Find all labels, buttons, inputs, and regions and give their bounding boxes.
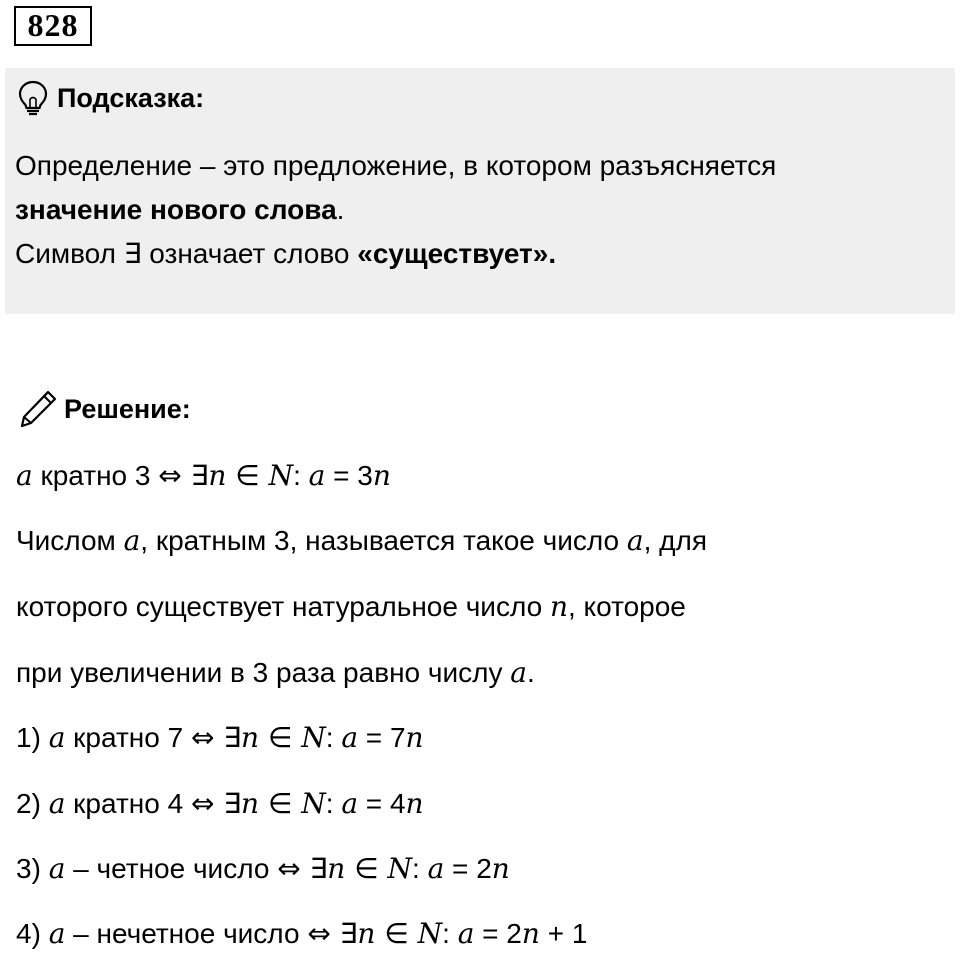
problem-number: 828 [14,6,92,46]
hint-line-3 [15,232,945,276]
answer-item-2 [16,784,946,824]
hint-line-1: Определение – это предложение, в котором разъясняется [15,150,777,181]
text: . [526,657,535,688]
set-N: N [387,852,413,885]
colon: : [412,853,428,884]
var-n: n [405,721,424,754]
element-of-symbol: ∈ [259,787,302,820]
answer-item-4 [16,914,946,954]
explanation-line-1 [16,521,946,561]
set-N: N [268,459,294,492]
hint-bold-word: «существует». [357,238,557,269]
hint-heading [17,80,204,116]
var-a: a [457,917,475,950]
hint-line-2 [15,188,945,232]
equals-part: = 2 [474,918,522,949]
item-number: 1) [16,722,49,753]
var-a: a [48,787,66,820]
explanation-line-3 [16,653,946,693]
var-a: a [341,721,359,754]
var-a: a [308,459,326,492]
equiv-exists-symbol: ⇔ ∃ [190,721,242,754]
hint-title: Подсказка: [57,82,205,113]
item-number: 4) [16,918,49,949]
var-n: n [405,787,424,820]
hint-symbol-text: Символ ∃ означает слово [15,238,358,269]
element-of-symbol: ∈ [259,721,302,754]
set-N: N [301,721,326,754]
var-n: n [241,787,260,820]
set-N: N [301,787,326,820]
var-a: a [48,721,66,754]
var-a: a [626,524,644,557]
element-of-symbol: ∈ [345,852,388,885]
solution-heading [18,388,191,430]
hint-panel [5,68,955,314]
text: , которое [568,591,686,622]
text: , кратным 3, называется такое число [140,525,627,556]
item-text: кратно 7 [65,722,191,753]
var-n: n [549,590,568,623]
colon: : [325,788,342,819]
var-a: a [510,656,527,689]
var-a: a [427,852,445,885]
var-a: a [16,459,33,492]
element-of-symbol: ∈ [375,917,418,950]
var-n: n [491,852,510,885]
var-n: n [357,917,376,950]
colon: : [325,722,342,753]
var-a: a [48,917,66,950]
hint-period: . [336,194,345,225]
answer-item-3 [16,849,946,889]
element-of-symbol: ∈ [226,459,269,492]
hint-bold-phrase: значение нового слова [15,194,337,225]
equals-part: = 3 [325,460,373,491]
var-n: n [372,459,391,492]
extra-term: + 1 [539,918,588,949]
formula-text: кратно 3 [32,460,159,491]
pencil-icon [18,389,58,429]
equals-part: = 2 [444,853,492,884]
var-n: n [241,721,260,754]
text: Числом [16,525,124,556]
hint-text [15,144,945,276]
text: которого существует натуральное число [16,591,550,622]
answer-item-1 [16,718,946,758]
equals-part: = 7 [358,722,406,753]
lightbulb-icon [17,80,49,116]
colon: : [442,918,458,949]
explanation-line-2 [16,587,946,627]
var-a: a [48,852,66,885]
equiv-exists-symbol: ⇔ ∃ [307,917,358,950]
var-n: n [521,917,540,950]
var-a: a [341,787,359,820]
set-N: N [417,917,443,950]
equals-part: = 4 [358,788,406,819]
var-a: a [123,524,141,557]
definition-formula [16,456,946,496]
var-n: n [327,852,346,885]
colon: : [293,460,309,491]
equiv-exists-symbol: ⇔ ∃ [190,787,242,820]
text: при увеличении в 3 раза равно числу [16,657,511,688]
item-number: 2) [16,788,49,819]
item-text: – нечетное число [65,918,308,949]
var-n: n [208,459,227,492]
item-number: 3) [16,853,49,884]
equiv-exists-symbol: ⇔ ∃ [158,459,209,492]
text: , для [643,525,707,556]
item-text: кратно 4 [65,788,191,819]
solution-title: Решение: [64,393,191,424]
item-text: – четное число [65,853,278,884]
equiv-exists-symbol: ⇔ ∃ [277,852,328,885]
